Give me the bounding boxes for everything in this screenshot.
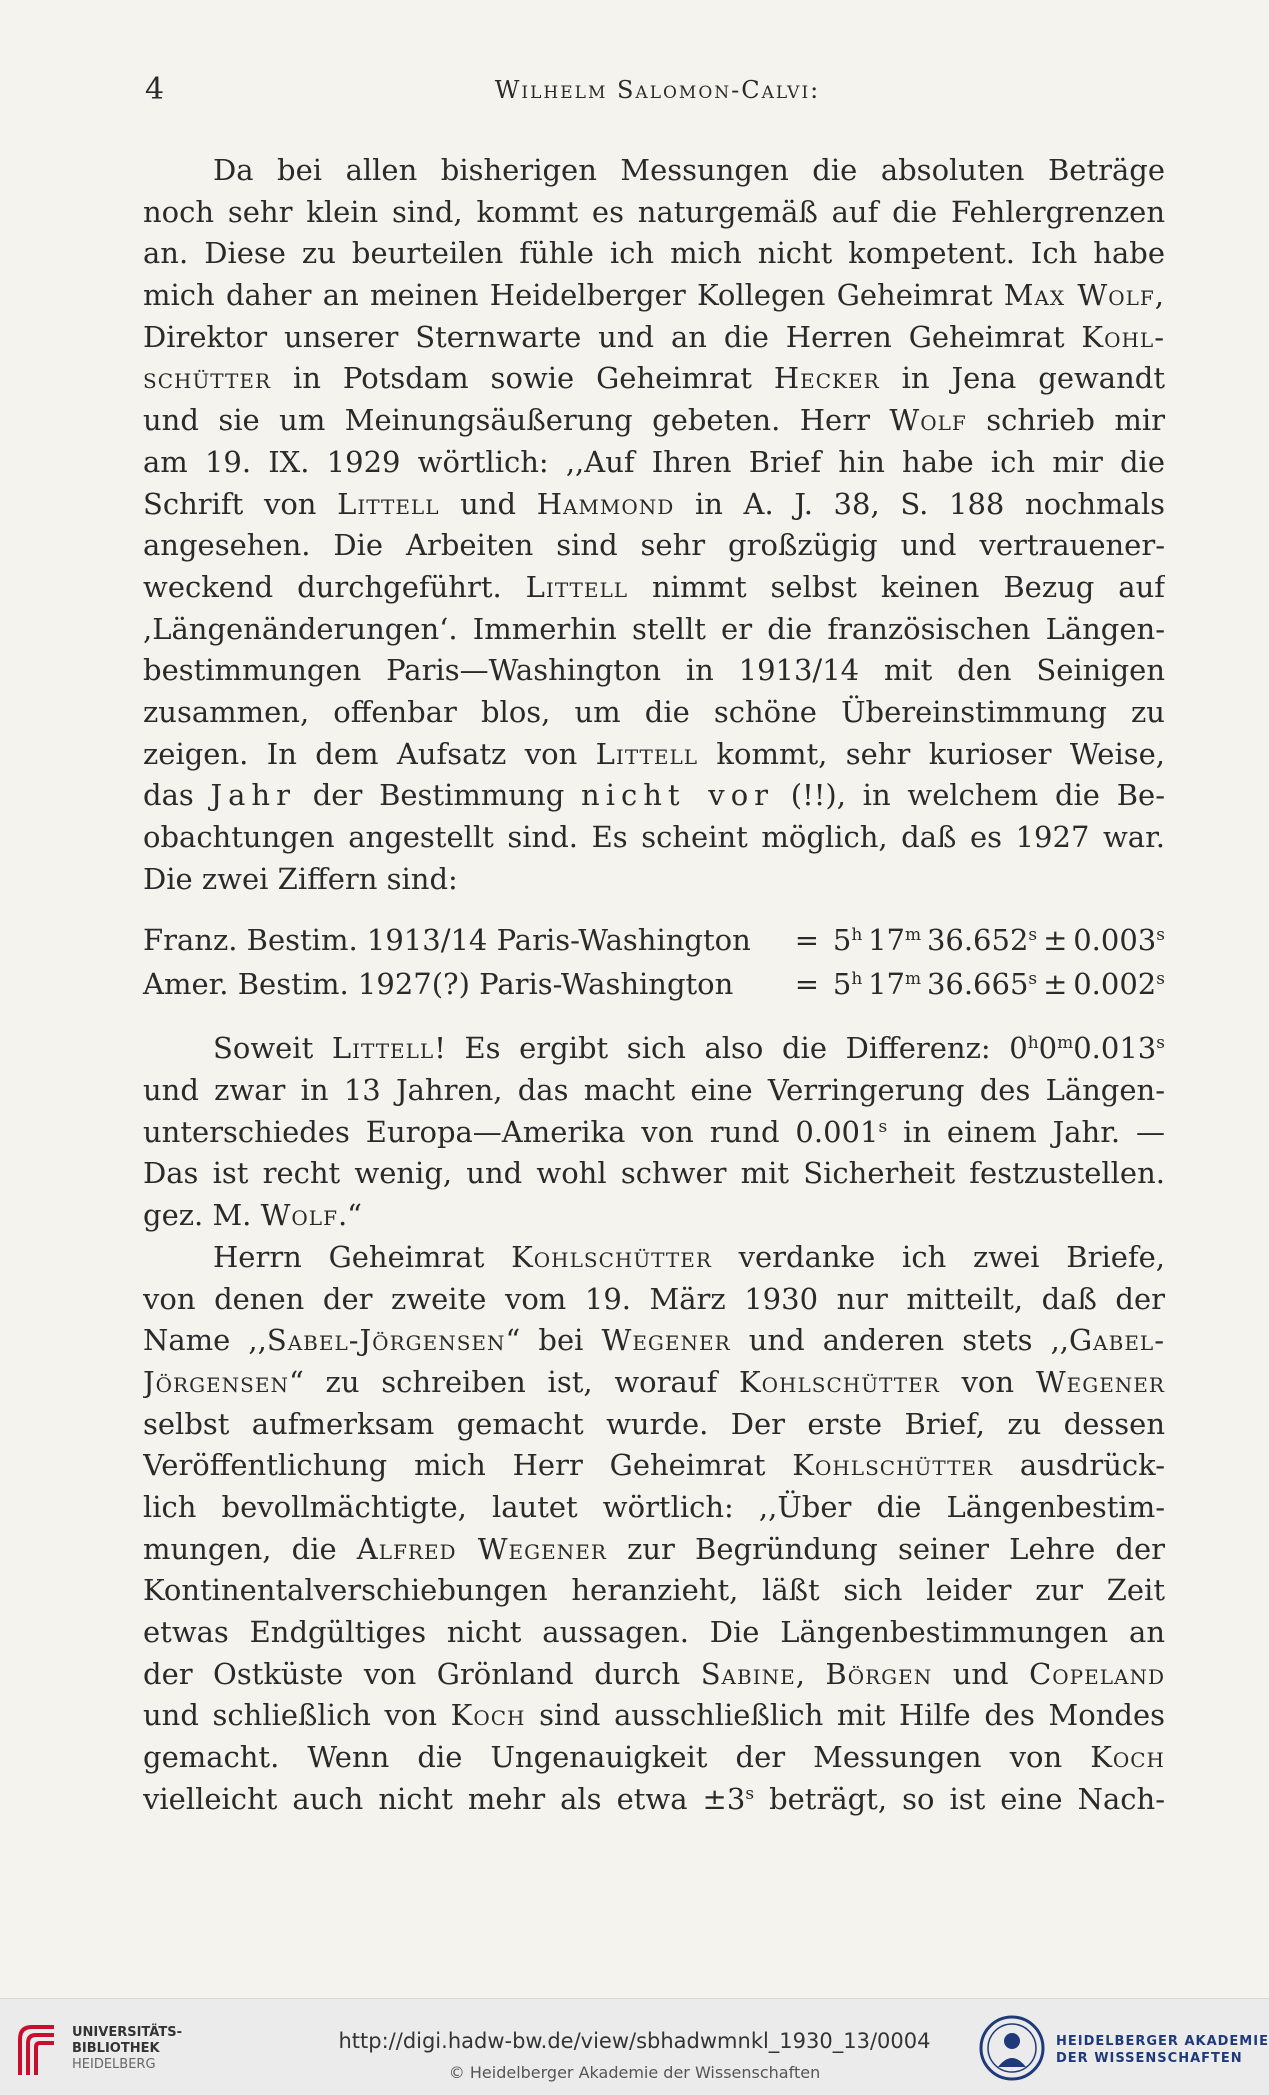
paragraph-3 (143, 1237, 1165, 1821)
person-name: Sabel-Jörgensen (266, 1323, 506, 1358)
equation-block (143, 918, 1165, 1006)
person-name: Hammond (536, 486, 675, 521)
text-line: unterschiedes Europa—Amerika von rund 0.001$^s$ in einem Jahr. — (143, 1114, 1165, 1149)
person-name: Littell (337, 486, 440, 521)
person-name: schütter (143, 361, 272, 396)
equation-error: ± 0.003$^s$ (1043, 923, 1165, 958)
person-name: Alfred Wegener (356, 1531, 607, 1566)
text-line: etwas Endgültiges nicht aussagen. Die Längenbestimmungen an (143, 1615, 1165, 1649)
text-line: Die zwei Ziffern sind: (143, 861, 458, 896)
academy-seal-icon (978, 2011, 1046, 2085)
person-name: Jörgensen (143, 1364, 289, 1399)
equation-label: Amer. Bestim. 1927(?) Paris-Washington (143, 967, 734, 1002)
person-name: Sabine (700, 1656, 796, 1691)
person-name: Wolf (260, 1198, 338, 1233)
text-line: obachtungen angestellt sind. Es scheint möglich, daß es 1927 war. (143, 820, 1165, 854)
text-line: Veröffentlichung mich Herr Geheimrat Kohlschütter ausdrück- (143, 1448, 1165, 1483)
source-url-link[interactable]: http://digi.hadw-bw.de/view/sbhadwmnkl_1930_13/0004 (338, 2029, 931, 2053)
equals-sign: = (794, 923, 819, 958)
emphasis-text: Jahr (210, 778, 296, 813)
text-line: angesehen. Die Arbeiten sind sehr großzügig und vertrauener- (143, 528, 1165, 563)
text-body (143, 150, 1165, 1820)
person-name: Börgen (825, 1656, 933, 1691)
text-line: Da bei allen bisherigen Messungen die absoluten Beträge (213, 153, 1165, 187)
equation-label: Franz. Bestim. 1913/14 Paris-Washington (143, 923, 751, 958)
person-name: Kohlschütter (738, 1364, 940, 1399)
text-line: noch sehr klein sind, kommt es naturgemäß auf die Fehlergrenzen (143, 194, 1165, 229)
text-line: zusammen, offenbar blos, um die schöne Übereinstimmung zu (143, 694, 1165, 729)
person-name: Littell (595, 736, 699, 771)
equation-value: 5$^h$ 17$^m$ 36.665$^s$ (832, 967, 1038, 1002)
person-name: Koch (1090, 1740, 1165, 1775)
person-name: Koch (450, 1698, 526, 1733)
text-line: bestimmungen Paris—Washington in 1913/14 mit den Seinigen (143, 653, 1165, 688)
text-line: Herrn Geheimrat Kohlschütter verdanke ich zwei Briefe, (213, 1239, 1165, 1274)
text-line: Direktor unserer Sternwarte und an die Herren Geheimrat Kohl- (143, 319, 1165, 354)
person-name: Kohl- (1081, 319, 1165, 354)
person-name: Hecker (773, 361, 880, 396)
running-head: Wilhelm Salomon-Calvi: (494, 76, 821, 104)
text-line: zeigen. In dem Aufsatz von Littell kommt, sehr kurioser Weise, (143, 736, 1165, 771)
text-line: Schrift von Littell und Hammond in A. J. 38, S. 188 nochmals (143, 486, 1165, 521)
academy-name: HEIDELBERGER AKADEMIE DER WISSENSCHAFTEN (1056, 2034, 1269, 2066)
text-line: selbst aufmerksam gemacht wurde. Der erste Brief, zu dessen (143, 1406, 1165, 1441)
emphasis-text: nicht vor (581, 778, 775, 813)
text-line: Name ,,Sabel-Jörgensen“ bei Wegener und anderen stets ,,Gabel- (143, 1323, 1165, 1358)
footer-bar (0, 1998, 1269, 2095)
equation-value: 5$^h$ 17$^m$ 36.652$^s$ (832, 923, 1038, 958)
person-name: Gabel- (1069, 1323, 1165, 1358)
text-line: mich daher an meinen Heidelberger Kollegen Geheimrat Max Wolf, (143, 278, 1165, 313)
person-name: Copeland (1029, 1656, 1165, 1691)
person-name: Littell (331, 1031, 435, 1066)
equation-row (143, 962, 1165, 1006)
text-line: ,Längenänderungen‘. Immerhin stellt er die französischen Längen- (143, 611, 1165, 646)
text-line: und zwar in 13 Jahren, das macht eine Verringerung des Längen- (143, 1073, 1165, 1108)
text-line: an. Diese zu beurteilen fühle ich mich nicht kompetent. Ich habe (143, 236, 1165, 271)
text-line: der Ostküste von Grönland durch Sabine, Börgen und Copeland (143, 1656, 1165, 1691)
text-line: Kontinentalverschiebungen heranzieht, läßt sich leider zur Zeit (143, 1573, 1165, 1608)
text-line: von denen der zweite vom 19. März 1930 nur mitteilt, daß der (143, 1281, 1165, 1316)
text-line: mungen, die Alfred Wegener zur Begründung seiner Lehre der (143, 1531, 1165, 1566)
text-line: Das ist recht wenig, und wohl schwer mit Sicherheit festzustellen. (143, 1156, 1165, 1191)
text-line: vielleicht auch nicht mehr als etwa $\pm 3^s$ beträgt, so ist eine Nach- (143, 1781, 1165, 1816)
paragraph-1 (143, 150, 1165, 900)
paragraph-2 (143, 1028, 1165, 1236)
text-line: weckend durchgeführt. Littell nimmt selbst keinen Bezug auf (143, 569, 1165, 604)
equation-error: ± 0.002$^s$ (1043, 967, 1165, 1002)
copyright-notice: © Heidelberger Akademie der Wissenschaften (448, 2063, 821, 2082)
text-line: Soweit Littell! Es ergibt sich also die Differenz: 0$^h$0$^m$0.013$^s$ (213, 1031, 1165, 1066)
text-line: schütter in Potsdam sowie Geheimrat Hecker in Jena gewandt (143, 361, 1165, 396)
person-name: Wolf (889, 403, 967, 438)
text-line: und schließlich von Koch sind ausschließlich mit Hilfe des Mondes (143, 1698, 1165, 1733)
text-line: das Jahr der Bestimmung nicht vor (!!), in welchem die Be- (143, 778, 1165, 813)
person-name: Wegener (1035, 1364, 1165, 1399)
person-name: Littell (525, 569, 629, 604)
person-name: Kohlschütter (511, 1239, 712, 1274)
text-line: lich bevollmächtigte, lautet wörtlich: ,,Über die Längenbestim- (143, 1489, 1165, 1524)
text-line: gemacht. Wenn die Ungenauigkeit der Messungen von Koch (143, 1740, 1165, 1775)
text-line: am 19. IX. 1929 wörtlich: ,,Auf Ihren Brief hin habe ich mir die (143, 444, 1165, 479)
person-name: Kohlschütter (792, 1448, 994, 1483)
text-line: gez. M. Wolf.“ (143, 1198, 362, 1233)
text-line: Jörgensen“ zu schreiben ist, worauf Kohlschütter von Wegener (143, 1364, 1165, 1399)
person-name: Wegener (601, 1323, 731, 1358)
university-library-name: UNIVERSITÄTS- BIBLIOTHEK HEIDELBERG (72, 2025, 182, 2072)
page-number: 4 (145, 72, 165, 107)
page-header (145, 72, 1170, 122)
equation-row (143, 918, 1165, 962)
text-line: und sie um Meinungsäußerung gebeten. Herr Wolf schrieb mir (143, 403, 1165, 438)
equals-sign: = (794, 967, 819, 1002)
person-name: Max Wolf, (1003, 278, 1165, 313)
